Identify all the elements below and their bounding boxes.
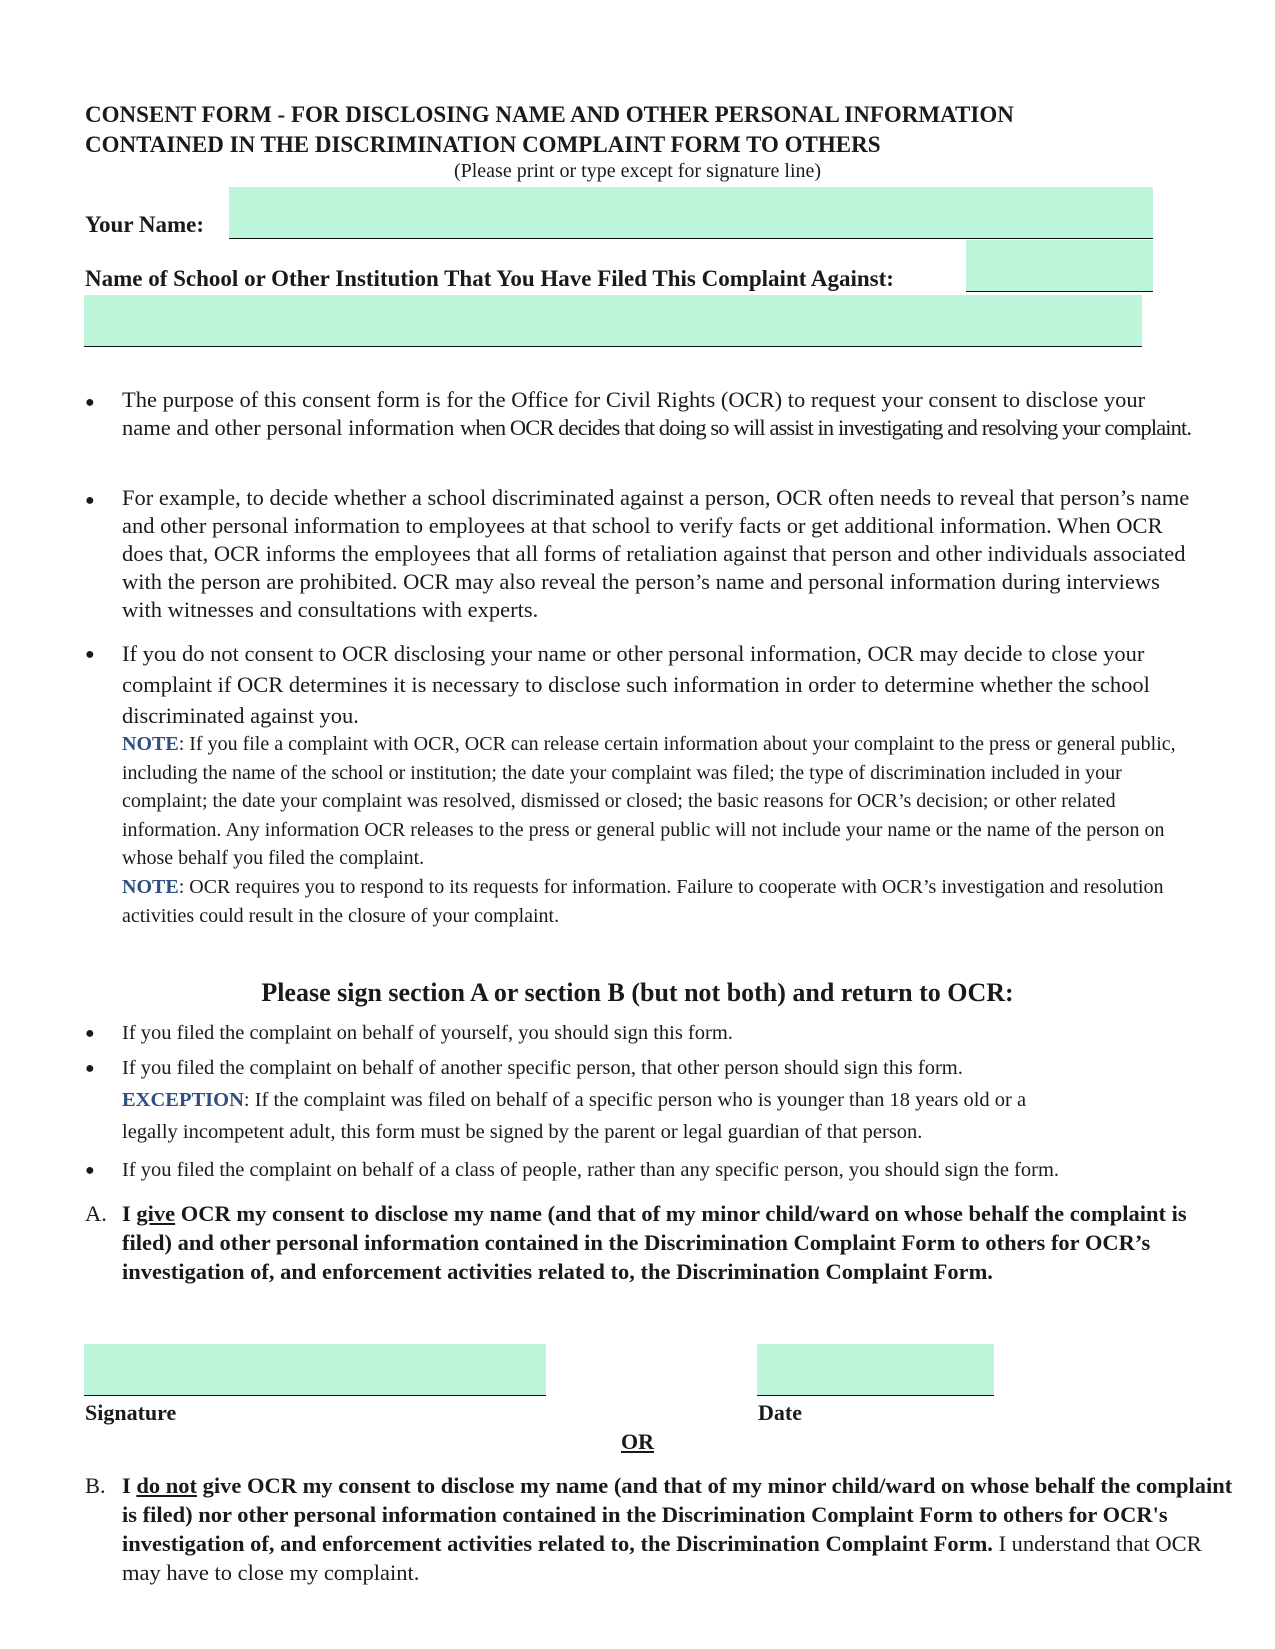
your-name-field[interactable] <box>229 187 1153 239</box>
your-name-label: Your Name: <box>85 212 205 237</box>
option-a-give: give <box>136 1201 176 1226</box>
bullet-dot: ● <box>85 1060 95 1077</box>
exception-label: EXCEPTION <box>122 1089 244 1111</box>
form-subtitle: (Please print or type except for signature line) <box>453 160 822 182</box>
school-name-field-continued[interactable] <box>84 295 1142 347</box>
option-a-i: I <box>122 1201 137 1226</box>
sign-instruction-other: If you filed the complaint on behalf of another specific person, that other person should sign this form. <box>122 1057 963 1079</box>
signature-field[interactable] <box>84 1344 546 1396</box>
signature-label: Signature <box>85 1400 177 1425</box>
option-b-letter: B. <box>85 1473 106 1498</box>
sign-instruction-self: If you filed the complaint on behalf of yourself, you should sign this form. <box>122 1022 733 1044</box>
or-separator: OR <box>621 1429 654 1454</box>
form-title-line2: CONTAINED IN THE DISCRIMINATION COMPLAINT FORM TO OTHERS <box>85 132 881 157</box>
note-text: : If you file a complaint with OCR, OCR can release certain information about your complaint to the press or general public, including the name of the school or institution; the date your complaint was filed; the type of discrimination included in your complaint; the date your complaint was resolved, dismissed or closed; the basic reasons for OCR’s decision; or other related information. Any information OCR releases to the press or general public will not include your name or the name of the person on whose behalf you filed the complaint. <box>122 733 1176 869</box>
school-label: Name of School or Other Institution That You Have Filed This Complaint Against: <box>85 266 894 291</box>
bullet-example: For example, to decide whether a school discriminated against a person, OCR often needs to reveal that person’s name and other personal information to employees at that school to verify facts or get additional information. When OCR does that, OCR informs the employees that all forms of retaliation against that person and other individuals associated with the person are prohibited. OCR may also reveal the person’s name and personal information during interviews with witnesses and consultations with experts. <box>122 485 1190 622</box>
option-b-body: give OCR my consent to disclose my name (and that of my minor child/ward on whose behalf the complaint is filed) nor other personal information contained in the Discrimination Complaint Form to others for OCR's investigation of, and enforcement activities related to, the Discrimination Complaint Form. <box>122 1473 1233 1556</box>
sign-section-heading: Please sign section A or section B (but not both) and return to OCR: <box>261 978 1014 1007</box>
bullet-dot: ● <box>85 646 95 663</box>
bullet-no-consent: If you do not consent to OCR disclosing your name or other personal information, OCR may decide to close your complaint if OCR determines it is necessary to disclose such information in order to determine whether the school discriminated against you. <box>122 641 1150 728</box>
option-a-letter: A. <box>85 1201 107 1226</box>
bullet-dot: ● <box>85 1162 95 1179</box>
note-label: NOTE <box>122 876 179 898</box>
note-cooperation <box>122 873 1192 930</box>
bullet-dot: ● <box>85 394 95 411</box>
option-a-body: OCR my consent to disclose my name (and that of my minor child/ward on whose behalf the complaint is filed) and other personal information contained in the Discrimination Complaint Form to others for OCR’s investigation of, and enforcement activities related to, the Discrimination Complaint Form. <box>122 1201 1187 1284</box>
sign-instruction-class: If you filed the complaint on behalf of a class of people, rather than any specific person, you should sign the form. <box>122 1159 1060 1181</box>
exception-text: : If the complaint was filed on behalf of a specific person who is younger than 18 years old or a <box>243 1089 1027 1111</box>
date-label: Date <box>758 1400 802 1425</box>
bullet-purpose-text-condensed: when OCR decides that doing so will assist in investigating and resolving your complaint. <box>460 415 1192 440</box>
bullet-purpose <box>122 386 1192 442</box>
form-title <box>85 100 1014 160</box>
exception-text-cont: legally incompetent adult, this form must be signed by the parent or legal guardian of that person. <box>122 1121 923 1143</box>
bullet-dot: ● <box>85 1025 95 1042</box>
note-press-release <box>122 730 1192 873</box>
bullet-dot: ● <box>85 492 95 509</box>
school-name-field[interactable] <box>966 240 1153 292</box>
exception-note <box>122 1084 1026 1116</box>
option-b-text <box>122 1471 1242 1587</box>
option-b-do-not: do not <box>136 1473 198 1498</box>
date-field[interactable] <box>757 1344 994 1396</box>
option-b-i: I <box>122 1473 137 1498</box>
form-title-line1: CONSENT FORM - FOR DISCLOSING NAME AND OTHER PERSONAL INFORMATION <box>85 102 1014 127</box>
note-label: NOTE <box>122 733 179 755</box>
option-b-tail: I understand that OCR may have to close my complaint. <box>122 1531 1202 1585</box>
option-a-text <box>122 1199 1242 1286</box>
bullet-purpose-text: The purpose of this consent form is for the Office for Civil Rights (OCR) to request your consent to disclose your name and other personal information <box>122 387 1146 440</box>
note-text: : OCR requires you to respond to its requests for information. Failure to cooperate with OCR’s investigation and resolution activities could result in the closure of your complaint. <box>122 876 1164 927</box>
